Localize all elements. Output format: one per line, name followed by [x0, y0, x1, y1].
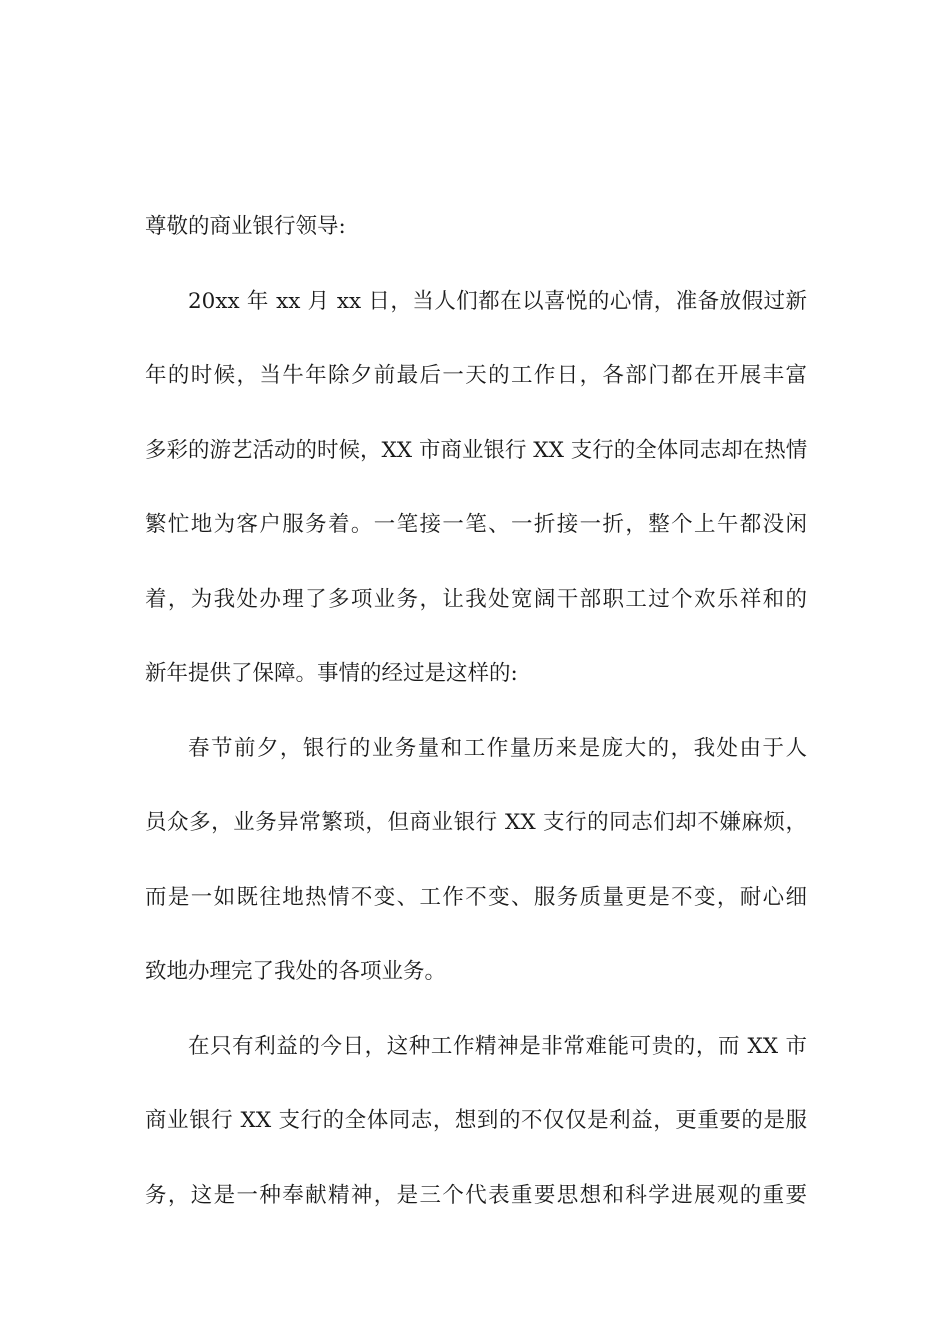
paragraph-3-line-2: 商业银行 XX 支行的全体同志，想到的不仅仅是利益，更重要的是服 — [145, 1108, 807, 1133]
paragraph-2-line-3: 而是一如既往地热情不变、工作不变、服务质量更是不变，耐心细 — [145, 885, 807, 910]
paragraph-2-line-4: 致地办理完了我处的各项业务。 — [145, 959, 447, 984]
salutation: 尊敬的商业银行领导: — [145, 214, 346, 239]
paragraph-1-line-5: 着，为我处办理了多项业务，让我处宽阔干部职工过个欢乐祥和的 — [145, 587, 807, 612]
paragraph-1-line-2: 年的时候，当牛年除夕前最后一天的工作日，各部门都在开展丰富 — [145, 363, 807, 388]
paragraph-1-line-1: 20xx 年 xx 月 xx 日，当人们都在以喜悦的心情，准备放假过新 — [188, 289, 807, 314]
paragraph-3-line-1: 在只有利益的今日，这种工作精神是非常难能可贵的，而 XX 市 — [188, 1034, 807, 1059]
paragraph-1-line-4: 繁忙地为客户服务着。一笔接一笔、一折接一折，整个上午都没闲 — [145, 512, 807, 537]
paragraph-2-line-1: 春节前夕，银行的业务量和工作量历来是庞大的，我处由于人 — [188, 736, 807, 761]
paragraph-1-line-3: 多彩的游艺活动的时候，XX 市商业银行 XX 支行的全体同志却在热情 — [145, 438, 807, 463]
paragraph-2-line-2: 员众多，业务异常繁琐，但商业银行 XX 支行的同志们却不嫌麻烦， — [145, 810, 807, 835]
paragraph-3-line-3: 务，这是一种奉献精神，是三个代表重要思想和科学进展观的重要 — [145, 1183, 807, 1208]
paragraph-1-line-6: 新年提供了保障。事情的经过是这样的: — [145, 661, 518, 686]
